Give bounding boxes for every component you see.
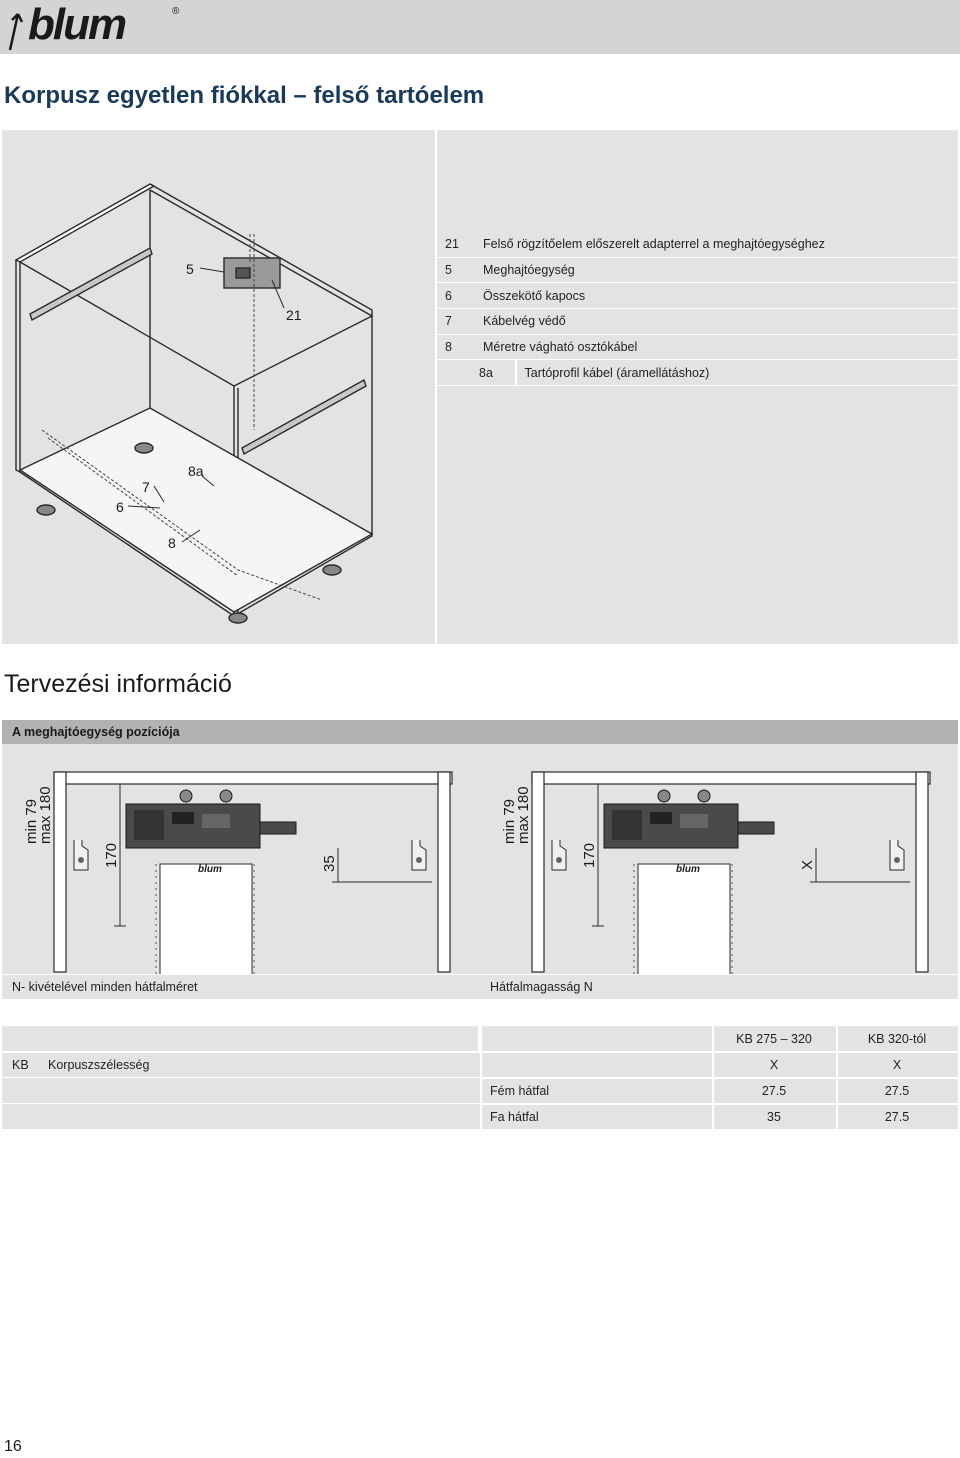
page-title: Korpusz egyetlen fiókkal – felső tartóelem: [4, 82, 485, 109]
figure-divider: [435, 130, 437, 644]
brand-header: [0, 0, 960, 54]
row-label: Fém hátfal: [490, 1083, 550, 1098]
table-hdivider: [2, 1051, 958, 1053]
table-empty-cell: [2, 1026, 480, 1051]
header-right: Hátfalmagasság N: [490, 980, 593, 994]
legend-text: Méretre vágható osztókábel: [483, 340, 638, 355]
table-header-row: [2, 975, 958, 999]
kb-col1: X: [769, 1057, 779, 1072]
header-left: N- kivételével minden hátfalméret: [12, 980, 198, 994]
callout-8: 8: [168, 535, 176, 551]
subsection-title: A meghajtóegység pozíciója: [12, 725, 180, 739]
kb-label: Korpuszszélesség: [48, 1057, 150, 1072]
callout-21: 21: [286, 307, 302, 323]
left-max-label: max 180: [37, 786, 54, 844]
page-number: 16: [4, 1438, 22, 1455]
table-hdivider: [480, 1077, 958, 1079]
callout-5: 5: [186, 261, 194, 277]
left-unit-logo: blum: [198, 864, 222, 875]
registered-mark: ®: [172, 6, 180, 17]
col-kb-275-320: KB 275 – 320: [736, 1031, 812, 1046]
legend-row: [437, 309, 958, 335]
legend-row: [437, 335, 958, 361]
kb-col2: X: [892, 1057, 902, 1072]
row-label: Fa hátfal: [490, 1109, 539, 1124]
row-value-1: 27.5: [761, 1083, 787, 1098]
right-offset-label: X: [799, 859, 816, 870]
legend-number: 7: [445, 314, 452, 329]
legend-separator: [515, 360, 517, 385]
col-kb-320: KB 320-tól: [867, 1031, 927, 1046]
left-height-label: 170: [103, 842, 120, 868]
left-offset-label: 35: [321, 855, 338, 872]
drive-position-drawing: [2, 744, 958, 974]
logo-wordmark: blum: [28, 0, 126, 49]
row-value-2: 27.5: [884, 1109, 910, 1124]
legend-row: [437, 283, 958, 309]
legend-text: Összekötő kapocs: [483, 288, 586, 303]
legend-row: [437, 232, 958, 258]
callout-7: 7: [142, 479, 150, 495]
row-value-2: 27.5: [884, 1083, 910, 1098]
logo-arrow-icon: [4, 6, 30, 52]
callout-6: 6: [116, 499, 124, 515]
legend-number: 5: [445, 263, 452, 278]
row-value-1: 35: [767, 1109, 781, 1124]
subsection-bar: [2, 720, 958, 744]
kb-abbr: KB: [12, 1057, 29, 1072]
legend-text: Felső rögzítőelem előszerelt adapterrel a meghajtóegységhez: [483, 237, 825, 252]
legend-text: Kábelvég védő: [483, 314, 566, 329]
legend-number: 8: [445, 340, 452, 355]
right-height-label: 170: [581, 842, 598, 868]
drive-position-diagrams: [2, 744, 958, 974]
legend-text: Tartóprofil kábel (áramellátáshoz): [524, 365, 710, 380]
parts-legend: [437, 232, 958, 386]
callout-8a: 8a: [188, 463, 204, 479]
legend-text: Meghajtóegység: [483, 263, 575, 278]
section-title: Tervezési információ: [4, 670, 232, 698]
right-unit-logo: blum: [676, 864, 700, 875]
legend-number: 21: [445, 237, 459, 252]
cabinet-figure-panel: [2, 130, 958, 644]
left-min-label: min 79: [23, 798, 40, 844]
table-gap: [2, 999, 958, 1026]
right-max-label: max 180: [515, 786, 532, 844]
legend-number: 6: [445, 288, 452, 303]
legend-row-sub: [437, 360, 958, 386]
legend-row: [437, 258, 958, 284]
blum-logo: [4, 0, 184, 52]
cabinet-illustration: [2, 130, 436, 644]
legend-number: 8a: [479, 365, 493, 380]
right-min-label: min 79: [501, 798, 518, 844]
table-hdivider: [480, 1103, 958, 1105]
